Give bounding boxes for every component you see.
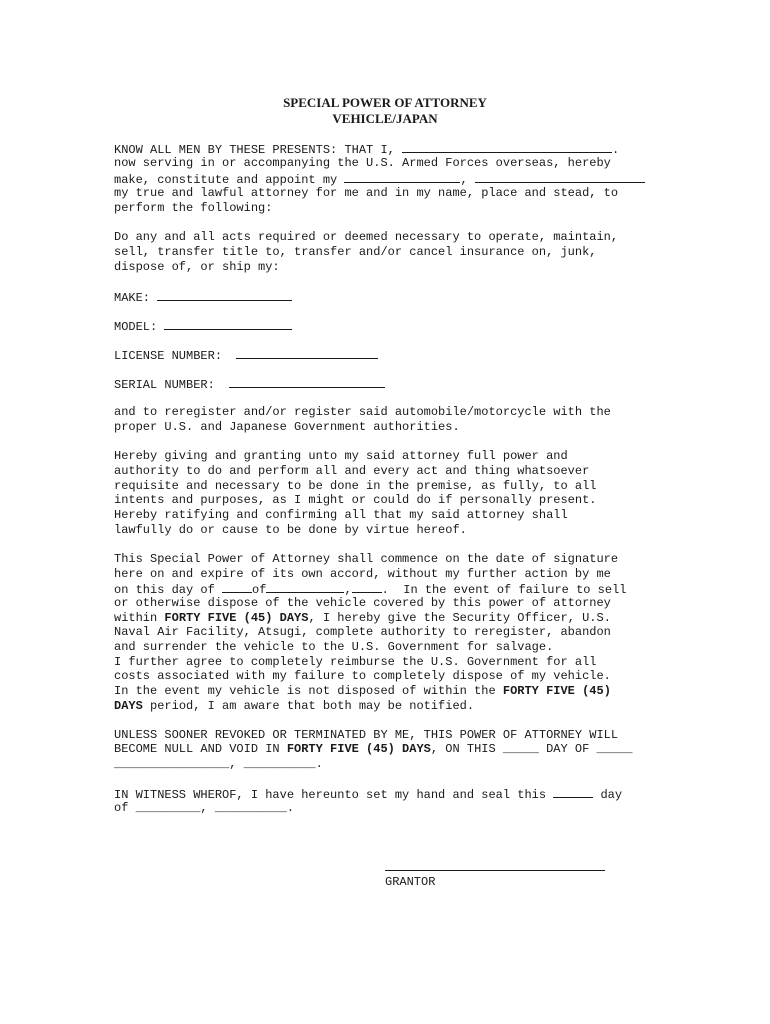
intro-line-4: my true and lawful attorney for me and in my name, place and stead, to: [114, 186, 619, 200]
license-row: [114, 347, 378, 364]
unless-line-3[interactable]: ________________, __________.: [114, 757, 323, 771]
license-label: LICENSE NUMBER:: [114, 349, 237, 363]
intro-line-3: make, constitute and appoint my ,: [114, 171, 645, 188]
model-row: [114, 318, 292, 335]
authority-line-5: Hereby ratifying and confirming all that my said attorney shall: [114, 508, 568, 522]
commence-line-5: within FORTY FIVE (45) DAYS, I hereby give the Security Officer, U.S.: [114, 611, 611, 625]
authority-line-2: authority to do and perform all and every act and thing whatsoever: [114, 464, 590, 478]
attorney-name-field[interactable]: [475, 171, 645, 183]
authority-line-4: intents and purposes, as I might or could do if personally present.: [114, 493, 597, 507]
commence-line-11: DAYS period, I am aware that both may be notified.: [114, 699, 475, 713]
model-field[interactable]: [164, 318, 292, 330]
acts-line-3: dispose of, or ship my:: [114, 260, 280, 274]
authority-line-1: Hereby giving and granting unto my said attorney full power and: [114, 449, 568, 463]
authority-line-3: requisite and necessary to be done in the premise, as fully, to all: [114, 479, 597, 493]
acts-line-2: sell, transfer title to, transfer and/or cancel insurance on, junk,: [114, 245, 597, 259]
commence-line-10: In the event my vehicle is not disposed of within the FORTY FIVE (45): [114, 684, 611, 698]
unless-line-2: BECOME NULL AND VOID IN FORTY FIVE (45) DAYS, ON THIS _____ DAY OF _____: [114, 742, 633, 756]
unless-line-1: UNLESS SOONER REVOKED OR TERMINATED BY ME, THIS POWER OF ATTORNEY WILL: [114, 728, 619, 742]
intro-line-1: KNOW ALL MEN BY THESE PRESENTS: THAT I, .: [114, 143, 620, 157]
model-label: MODEL:: [114, 320, 165, 334]
grantor-label: GRANTOR: [385, 875, 436, 889]
acts-line-1: Do any and all acts required or deemed necessary to operate, maintain,: [114, 230, 619, 244]
reregister-line-1: and to reregister and/or register said automobile/motorcycle with the: [114, 405, 611, 419]
authority-line-6: lawfully do or cause to be done by virtue hereof.: [114, 523, 467, 537]
reregister-line-2: proper U.S. and Japanese Government authorities.: [114, 420, 460, 434]
start-day-field[interactable]: [222, 581, 252, 593]
commence-line-6: Naval Air Facility, Atsugi, complete authority to reregister, abandon: [114, 625, 611, 639]
start-year-field[interactable]: [352, 581, 382, 593]
commence-line-1: This Special Power of Attorney shall commence on the date of signature: [114, 552, 619, 566]
document-title: SPECIAL POWER OF ATTORNEY: [283, 95, 487, 110]
make-row: [114, 289, 292, 306]
commence-line-8: I further agree to completely reimburse the U.S. Government for all: [114, 655, 597, 669]
license-field[interactable]: [236, 347, 378, 359]
witness-line-2[interactable]: of _________, __________.: [114, 801, 295, 815]
document-subtitle: VEHICLE/JAPAN: [332, 111, 438, 126]
commence-line-7: and surrender the vehicle to the U.S. Government for salvage.: [114, 640, 554, 654]
signature-line[interactable]: [385, 870, 605, 871]
commence-line-3: on this day of of , . In the event of failure to sell: [114, 583, 627, 597]
commence-line-9: costs associated with my failure to completely dispose of my vehicle.: [114, 669, 611, 683]
intro-line-2: now serving in or accompanying the U.S. Armed Forces overseas, hereby: [114, 156, 611, 170]
make-field[interactable]: [157, 289, 292, 301]
commence-line-2: here on and expire of its own accord, without my further action by me: [114, 567, 611, 581]
witness-day-field[interactable]: [553, 786, 593, 798]
witness-line-1: IN WITNESS WHEROF, I have hereunto set my hand and seal this day: [114, 788, 623, 802]
serial-field[interactable]: [229, 376, 385, 388]
intro-line-5: perform the following:: [114, 201, 273, 215]
serial-label: SERIAL NUMBER:: [114, 378, 230, 392]
make-label: MAKE:: [114, 291, 158, 305]
serial-row: [114, 376, 385, 393]
attorney-relation-field[interactable]: [344, 171, 460, 183]
start-month-field[interactable]: [266, 581, 344, 593]
commence-line-4: or otherwise dispose of the vehicle covered by this power of attorney: [114, 596, 611, 610]
grantor-name-field[interactable]: [402, 141, 612, 153]
